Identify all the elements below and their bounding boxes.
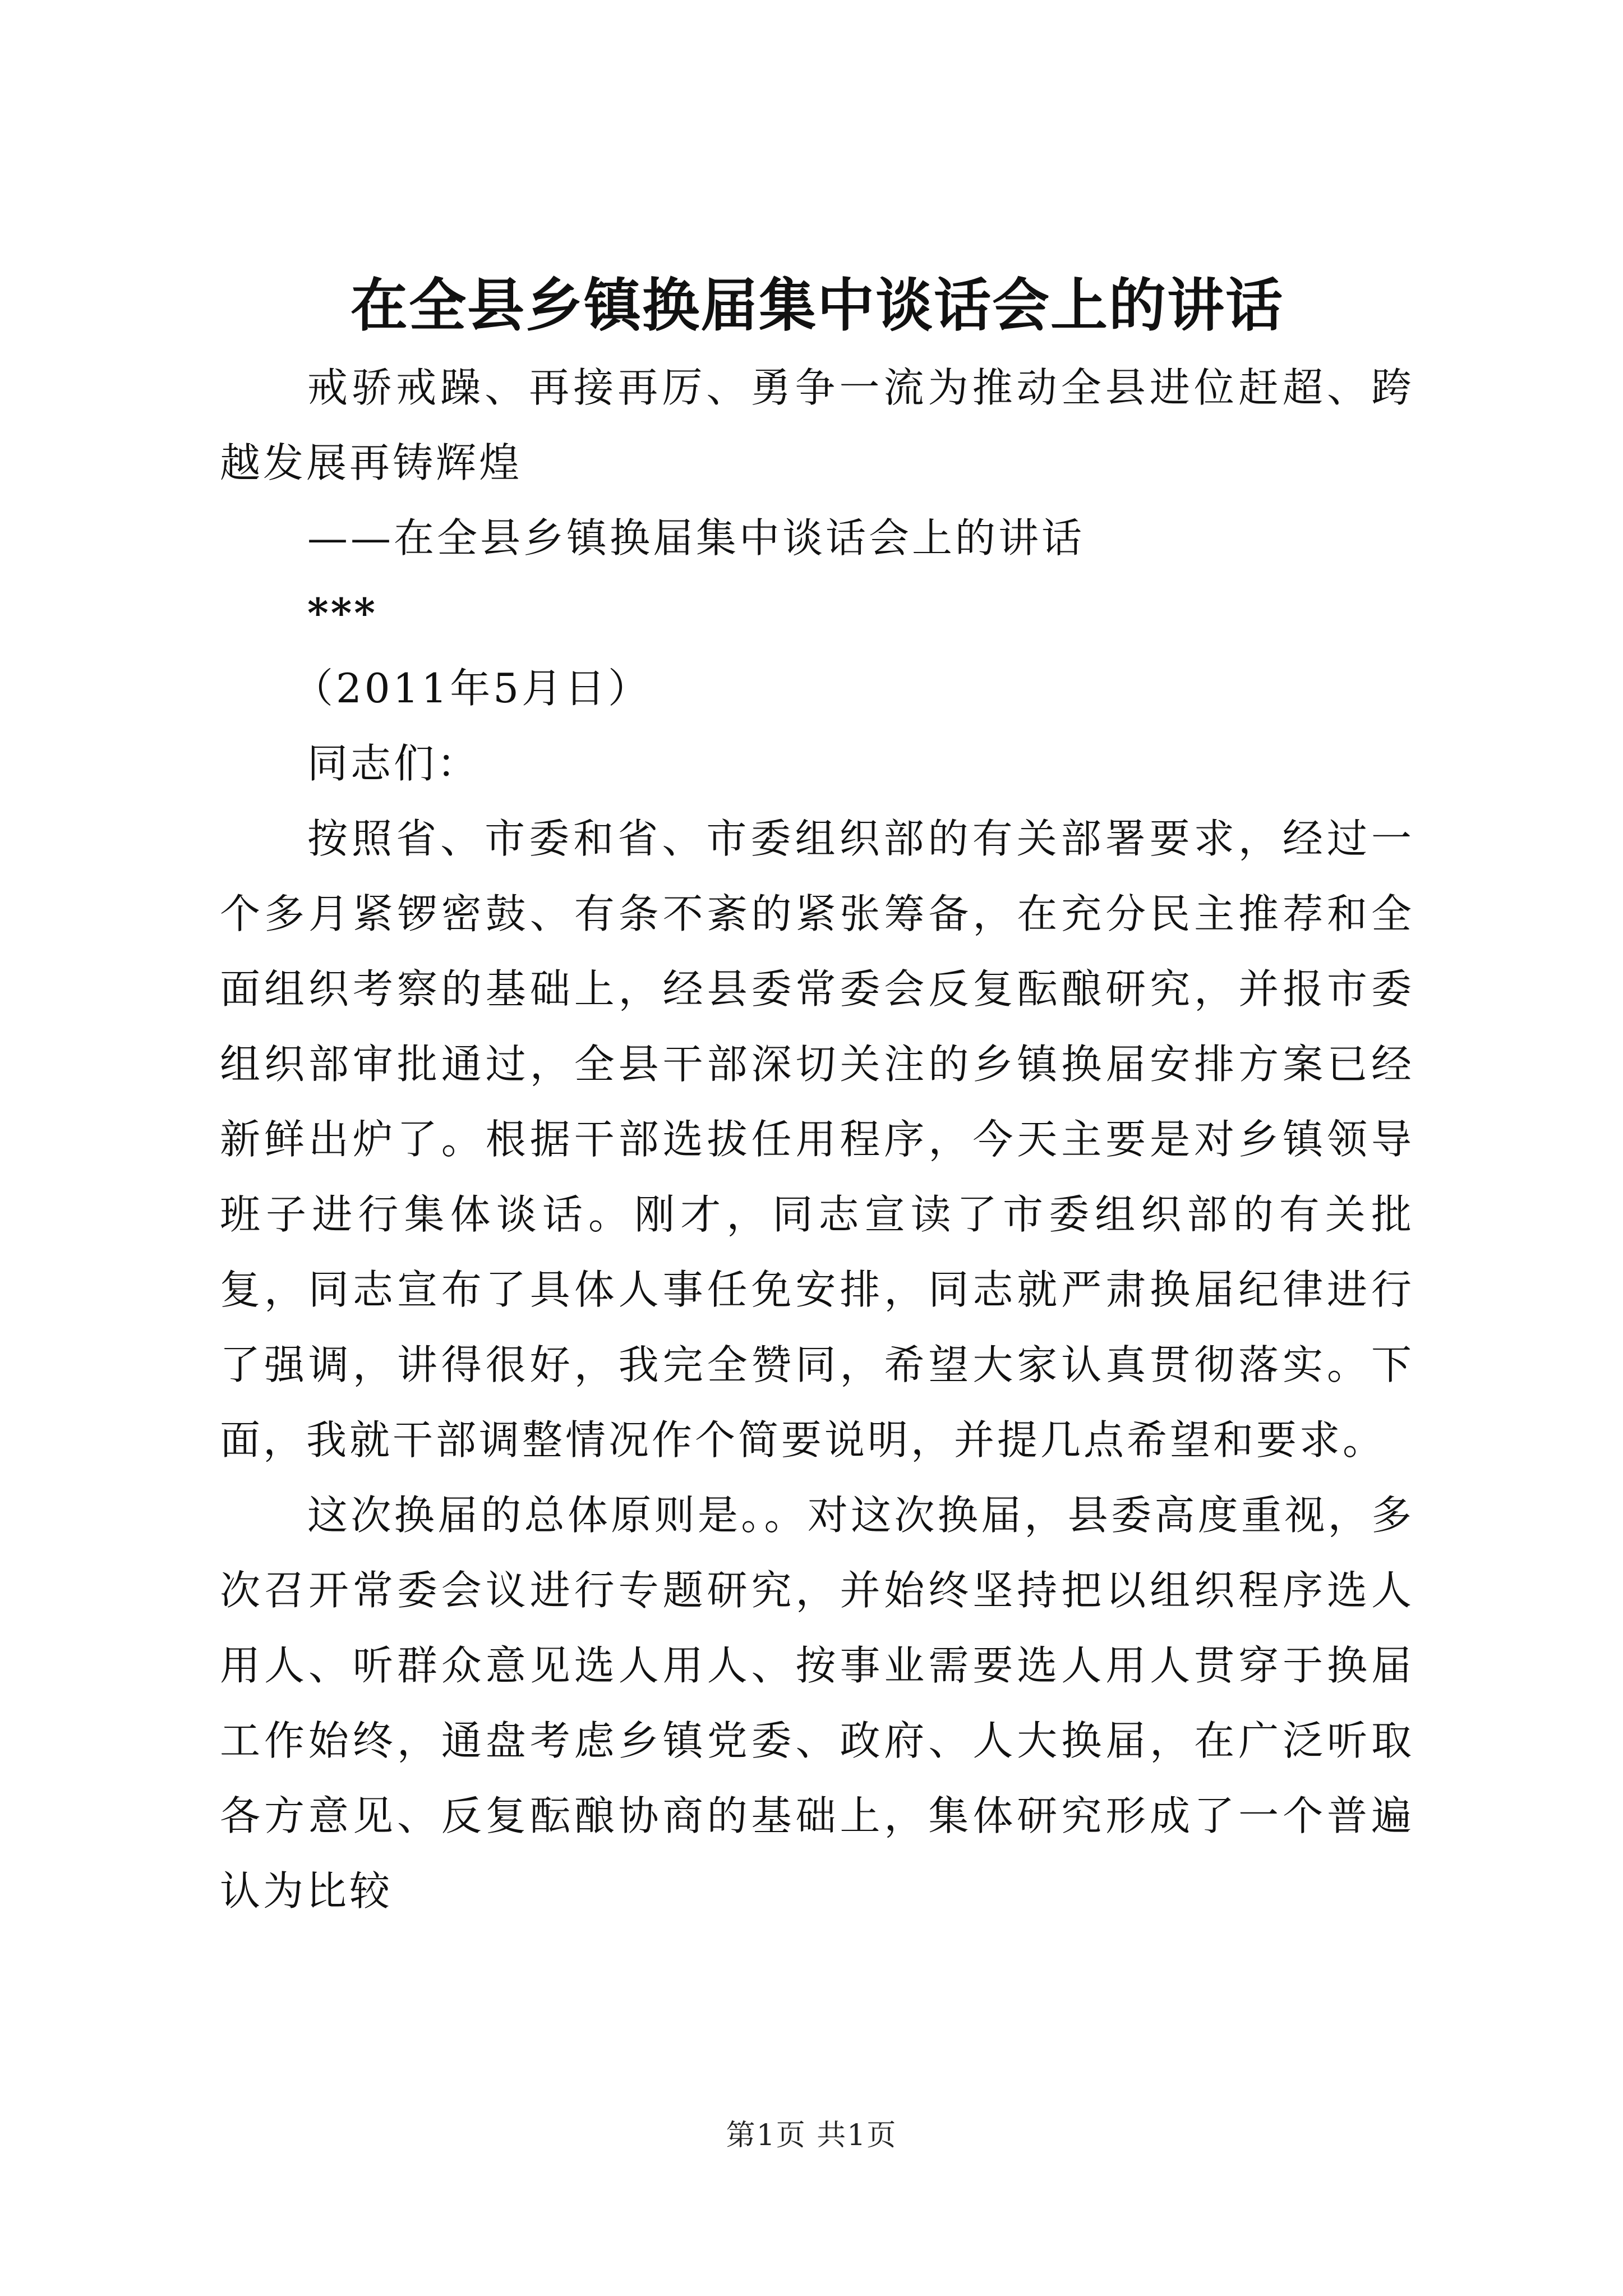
body-paragraph-2: 这次换届的总体原则是。。对这次换届，县委高度重视，多次召开常委会议进行专题研究，并始终坚持把以组织程序选人用人、听群众意见选人用人、按事业需要选人用人贯穿于换届工作始终，通盘考虑乡镇党委、政府、人大换届，在广泛听取各方意见、反复酝酿协商的基础上，集体研究形成了一个普遍认为比较 [220,1492,1414,1915]
page-footer: 第1页 共1页 [726,2119,897,2152]
document-body [220,264,1414,1929]
headline-paragraph: 戒骄戒躁、再接再厉、勇争一流为推动全县进位赶超、跨越发展再铸辉煌 [220,364,1414,486]
author-line: *** [307,589,377,637]
document-title: 在全县乡镇换届集中谈话会上的讲话 [351,272,1284,339]
body-paragraph-1: 按照省、市委和省、市委组织部的有关部署要求，经过一个多月紧锣密鼓、有条不紊的紧张筹备，在充分民主推荐和全面组织考察的基础上，经县委常委会反复酝酿研究，并报市委组织部审批通过，全县干部深切关注的乡镇换届安排方案已经新鲜出炉了。根据干部选拔任用程序，今天主要是对乡镇领导班子进行集体谈话。刚才，同志宣读了市委组织部的有关批复，同志宣布了具体人事任免安排，同志就严肃换届纪律进行了强调，讲得很好，我完全赞同，希望大家认真贯彻落实。下面，我就干部调整情况作个简要说明，并提几点希望和要求。 [220,815,1414,1464]
subtitle-line: ——在全县乡镇换届集中谈话会上的讲话 [307,514,1085,562]
salutation-line: 同志们： [307,740,481,787]
date-line: （2011年5月日） [293,665,652,712]
